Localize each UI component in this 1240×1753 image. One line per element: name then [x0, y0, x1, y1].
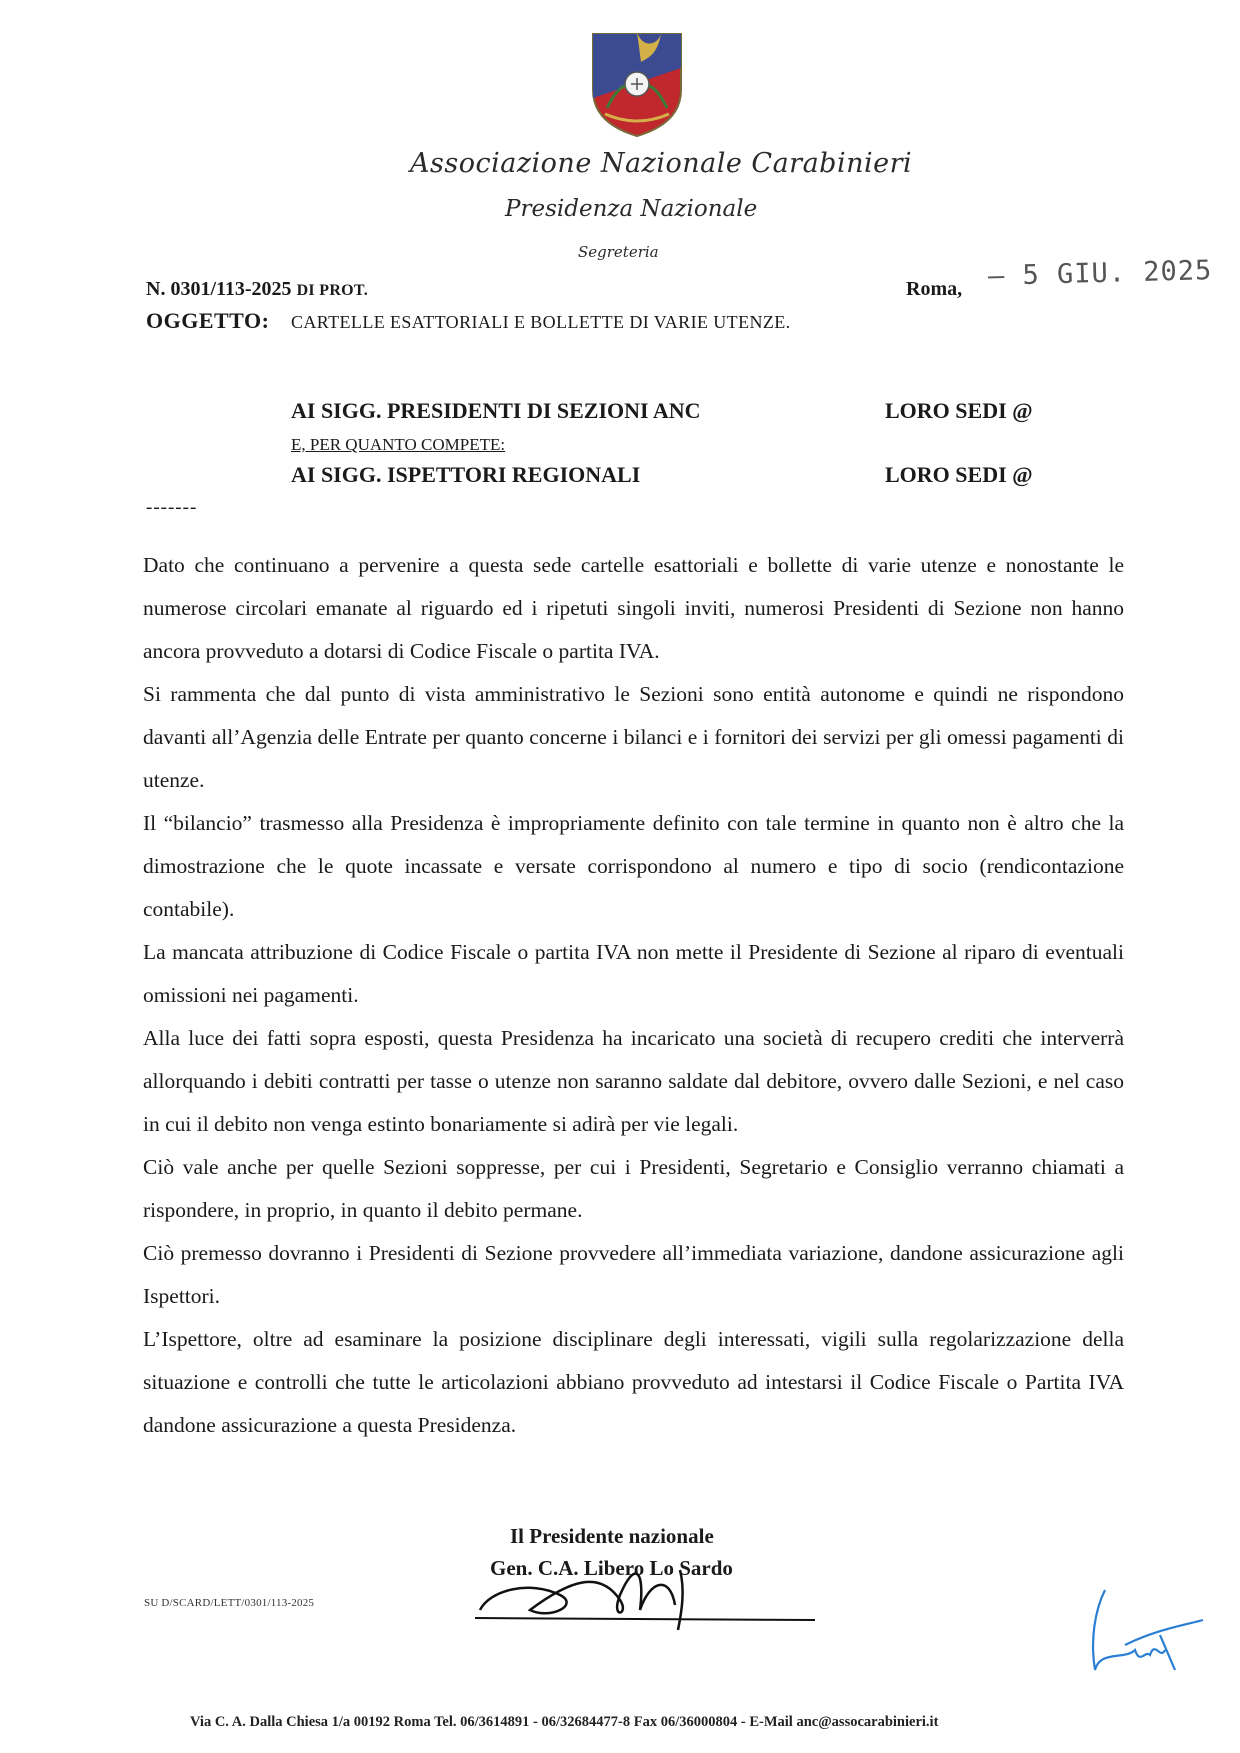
letterhead-secretariat: Segreteria — [578, 243, 659, 261]
paragraph: Ciò premesso dovranno i Presidenti di Sezione provvedere all’immediata variazione, dandone assicurazione agli Ispettori. — [143, 1241, 1124, 1308]
recipient-inspectors: AI SIGG. ISPETTORI REGIONALI — [291, 462, 641, 487]
blue-initials-icon — [1065, 1580, 1205, 1700]
paragraph: Si rammenta che dal punto di vista amministrativo le Sezioni sono entità autonome e quindi ne rispondono davanti all’Agenzia delle Entrate per quanto concerne i bilanci e i fornitori dei servizi per gli omessi pagamenti di utenze. — [143, 682, 1124, 792]
paragraph: Il “bilancio” trasmesso alla Presidenza è impropriamente definito con tale termine in quanto non è altro che la dimostrazione che le quote incassate e versate corrispondono al numero e tipo di socio (rendicontazione contabile). — [143, 811, 1124, 921]
recipient-presidents: AI SIGG. PRESIDENTI DI SEZIONI ANC — [291, 398, 701, 423]
paragraph: Ciò vale anche per quelle Sezioni soppresse, per cui i Presidenti, Segretario e Consiglio verranno chiamati a rispondere, in proprio, in quanto il debito permane. — [143, 1155, 1124, 1222]
signature-name: Gen. C.A. Libero Lo Sardo — [490, 1556, 733, 1580]
recipient-inspectors-dest: LORO SEDI @ — [885, 462, 1033, 487]
letterhead-association: Associazione Nazionale Carabinieri — [410, 148, 913, 179]
paragraph: La mancata attribuzione di Codice Fiscale o partita IVA non mette il Presidente di Sezione al riparo di eventuali omissioni nei pagamenti. — [143, 940, 1124, 1007]
anc-emblem-icon — [587, 28, 687, 140]
recipient-note: E, PER QUANTO COMPETE: — [291, 435, 506, 454]
letterhead-presidency: Presidenza Nazionale — [505, 196, 758, 222]
paragraph: Dato che continuano a pervenire a questa sede cartelle esattoriali e bollette di varie utenze e nonostante le numerose circolari emanate al riguardo ed i ripetuti singoli inviti, numerosi Presidenti di Sezione non hanno ancora provveduto a dotarsi di Codice Fiscale o partita IVA. — [143, 553, 1124, 663]
recipient-presidents-dest: LORO SEDI @ — [885, 398, 1033, 423]
paragraph: L’Ispettore, oltre ad esaminare la posizione disciplinare degli interessati, vigili sulla regolarizzazione della situazione e controlli che tutte le articolazioni abbiano provveduto ad intestarsi il Codice Fiscale o Partita IVA dandone assicurazione a questa Presidenza. — [143, 1327, 1124, 1437]
signature-title: Il Presidente nazionale — [510, 1524, 714, 1548]
document-reference: SU D/SCARD/LETT/0301/113-2025 — [144, 1597, 315, 1609]
subject-label: OGGETTO: — [146, 308, 270, 333]
letter-city: Roma, — [906, 278, 963, 300]
protocol-number-value: N. 0301/113-2025 — [146, 278, 292, 300]
protocol-number — [146, 278, 368, 301]
subject-text: CARTELLE ESATTORIALI E BOLLETTE DI VARIE UTENZE. — [291, 312, 791, 332]
handwritten-signature-icon — [470, 1540, 830, 1650]
protocol-suffix: DI PROT. — [296, 282, 369, 299]
separator: ------- — [146, 497, 198, 518]
date-stamp: – 5 GIU. 2025 — [987, 255, 1213, 292]
footer-contacts: Via C. A. Dalla Chiesa 1/a 00192 Roma Tel. 06/3614891 - 06/32684477-8 Fax 06/36000804 - E-Mail anc@assocarabinieri.it — [190, 1714, 939, 1730]
paragraph: Alla luce dei fatti sopra esposti, questa Presidenza ha incaricato una società di recupero crediti che interverrà allorquando i debiti contratti per tasse o utenze non saranno saldate dal debitore, ovvero dalle Sezioni, e nel caso in cui il debito non venga estinto bonariamente si adirà per vie legali. — [143, 1026, 1124, 1136]
letter-body — [143, 544, 1124, 1447]
